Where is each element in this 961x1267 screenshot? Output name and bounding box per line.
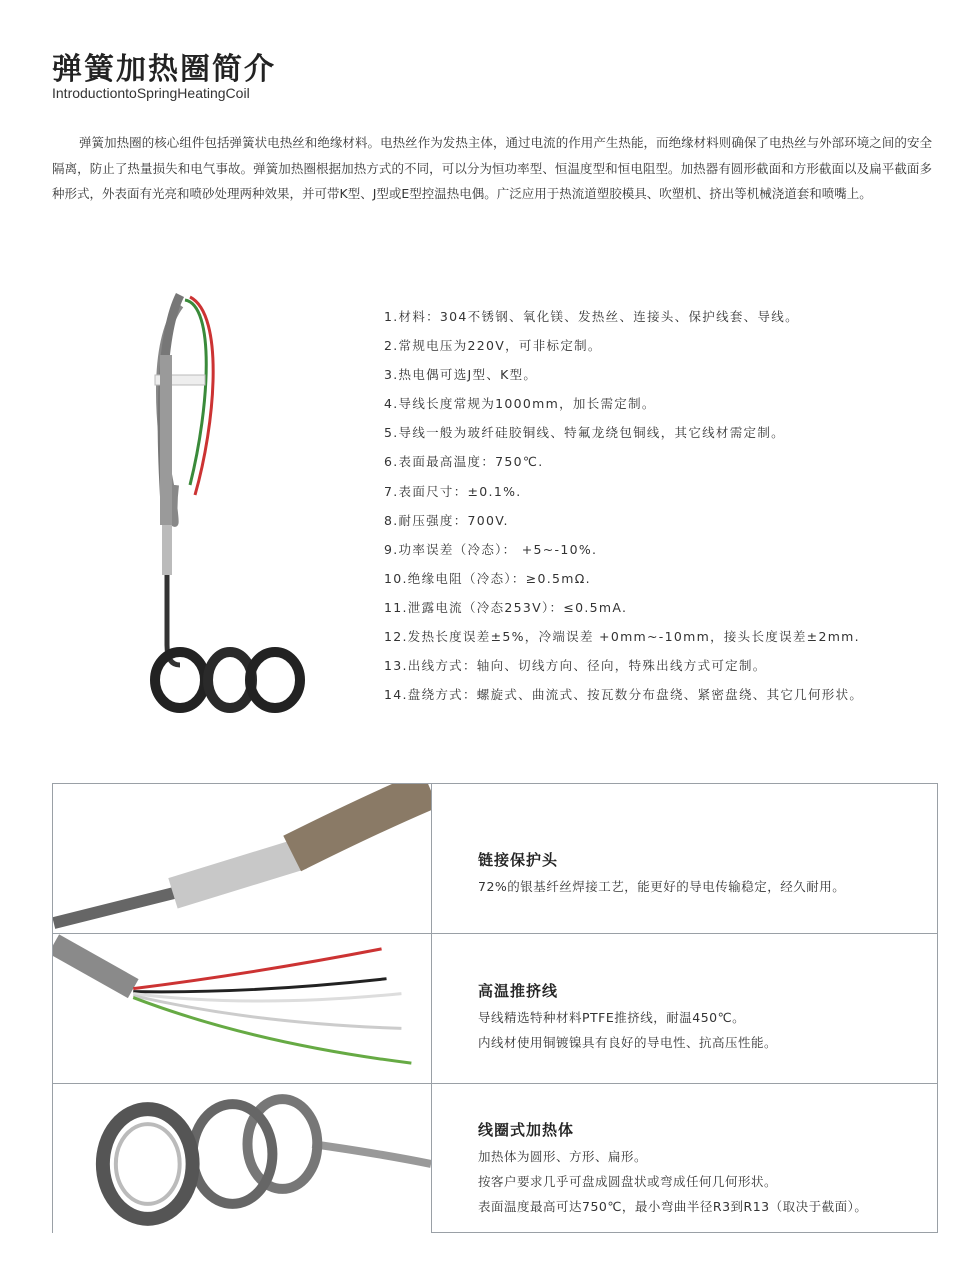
feature-line: 72%的银基纤丝焊接工艺，能更好的导电传输稳定，经久耐用。: [478, 879, 846, 894]
coil-heater-image: [53, 1084, 432, 1233]
spec-item: 5.导线一般为玻纤硅胶铜线、特氟龙绕包铜线，其它线材需定制。: [384, 425, 785, 441]
spec-item: 14.盘绕方式：螺旋式、曲流式、按瓦数分布盘绕、紧密盘绕、其它几何形状。: [384, 687, 864, 703]
feature-line: 表面温度最高可达750℃，最小弯曲半径R3到R13（取决于截面）。: [478, 1199, 868, 1214]
feature-title: 线圈式加热体: [478, 1121, 575, 1139]
spec-item: 13.出线方式：轴向、切线方向、径向，特殊出线方式可定制。: [384, 658, 767, 674]
spec-item: 4.导线长度常规为1000mm，加长需定制。: [384, 396, 656, 412]
feature-row: [53, 784, 937, 934]
spec-item: 11.泄露电流（冷态253V）：≤0.5mA.: [384, 599, 628, 615]
spec-item: 9.功率误差（冷态）： +5~-10%.: [384, 541, 598, 557]
spec-item: 10.绝缘电阻（冷态）：≥0.5mΩ.: [384, 570, 591, 586]
spring-heating-coil-image: [140, 285, 320, 715]
feature-line: 按客户要求几乎可盘成圆盘状或弯成任何几何形状。: [478, 1174, 778, 1189]
feature-title: 链接保护头: [478, 851, 559, 869]
feature-title: 高温推挤线: [478, 982, 559, 1000]
spec-item: 6.表面最高温度：750℃.: [384, 454, 544, 470]
spec-list: [384, 307, 863, 714]
spec-item: 7.表面尺寸：±0.1%.: [384, 483, 522, 499]
lead-wires-image: [53, 934, 432, 1083]
spec-item: 8.耐压强度：700V.: [384, 512, 509, 528]
intro-paragraph: 弹簧加热圈的核心组件包括弹簧状电热丝和绝缘材料。电热丝作为发热主体，通过电流的作用产生热能，而绝缘材料则确保了电热丝与外部环境之间的安全隔离，防止了热量损失和电气事故。弹簧加热圈根据加热方式的不同，可以分为恒功率型、恒温度型和恒电阻型。加热器有圆形截面和方形截面以及扁平截面多种形式，外表面有光亮和喷砂处理两种效果，并可带K型、J型或E型控温热电偶。广泛应用于热流道塑胶模具、吹塑机、挤出等机械浇道套和喷嘴上。: [52, 135, 932, 202]
spec-item: 12.发热长度误差±5%，冷端误差 +0mm~-10mm，接头长度误差±2mm.: [384, 629, 860, 645]
feature-row: [53, 1084, 937, 1233]
page-subtitle: IntroductiontoSpringHeatingCoil: [52, 85, 250, 101]
spec-item: 1.材料：304不锈钢、氧化镁、发热丝、连接头、保护线套、导线。: [384, 309, 799, 324]
feature-row: [53, 934, 937, 1084]
connector-head-image: [53, 784, 432, 933]
page-title: 弹簧加热圈简介: [52, 52, 276, 87]
feature-line: 内线材使用铜镀镍具有良好的导电性、抗高压性能。: [478, 1035, 778, 1050]
spec-item: 3.热电偶可选J型、K型。: [384, 367, 538, 383]
feature-table: [52, 783, 938, 1233]
feature-line: 导线精选特种材料PTFE推挤线，耐温450℃。: [478, 1010, 746, 1025]
feature-line: 加热体为圆形、方形、扁形。: [478, 1149, 648, 1164]
spec-item: 2.常规电压为220V，可非标定制。: [384, 338, 602, 354]
